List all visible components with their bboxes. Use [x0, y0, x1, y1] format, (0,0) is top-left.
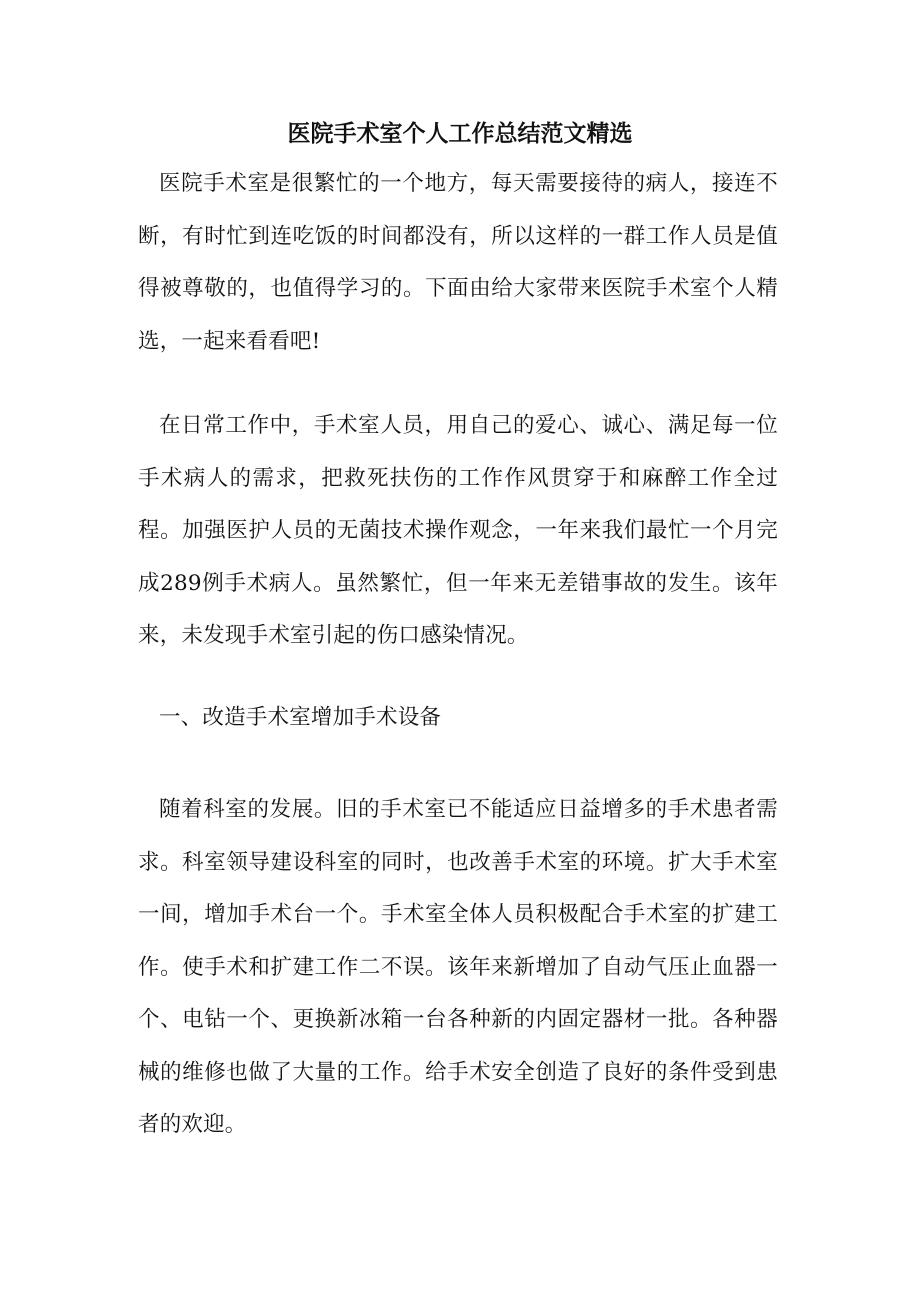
section-body-paragraph: 随着科室的发展。旧的手术室已不能适应日益增多的手术患者需求。科室领导建设科室的同时，也改善手术室的环境。扩大手术室一间，增加手术台一个。手术室全体人员积极配合手术室的扩建工作。使手术和扩建工作二不误。该年来新增加了自动气压止血器一个、电钻一个、更换新冰箱一台各种新的内固定器材一批。各种器械的维修也做了大量的工作。给手术安全创造了良好的条件受到患者的欢迎。 [138, 797, 778, 1137]
section-heading: 一、改造手术室增加手术设备 [159, 705, 442, 730]
document-title: 医院手术室个人工作总结范文精选 [287, 120, 633, 147]
intro-paragraph: 医院手术室是很繁忙的一个地方，每天需要接待的病人，接连不断，有时忙到连吃饭的时间都没有，所以这样的一群工作人员是值得被尊敬的，也值得学习的。下面由给大家带来医院手术室个人精选，一起来看看吧! [138, 171, 778, 354]
summary-paragraph: 在日常工作中，手术室人员，用自己的爱心、诚心、满足每一位手术病人的需求，把救死扶伤的工作作风贯穿于和麻醉工作全过程。加强医护人员的无菌技术操作观念，一年来我们最忙一个月完成289例手术病人。虽然繁忙，但一年来无差错事故的发生。该年来，未发现手术室引起的伤口感染情况。 [138, 413, 778, 648]
